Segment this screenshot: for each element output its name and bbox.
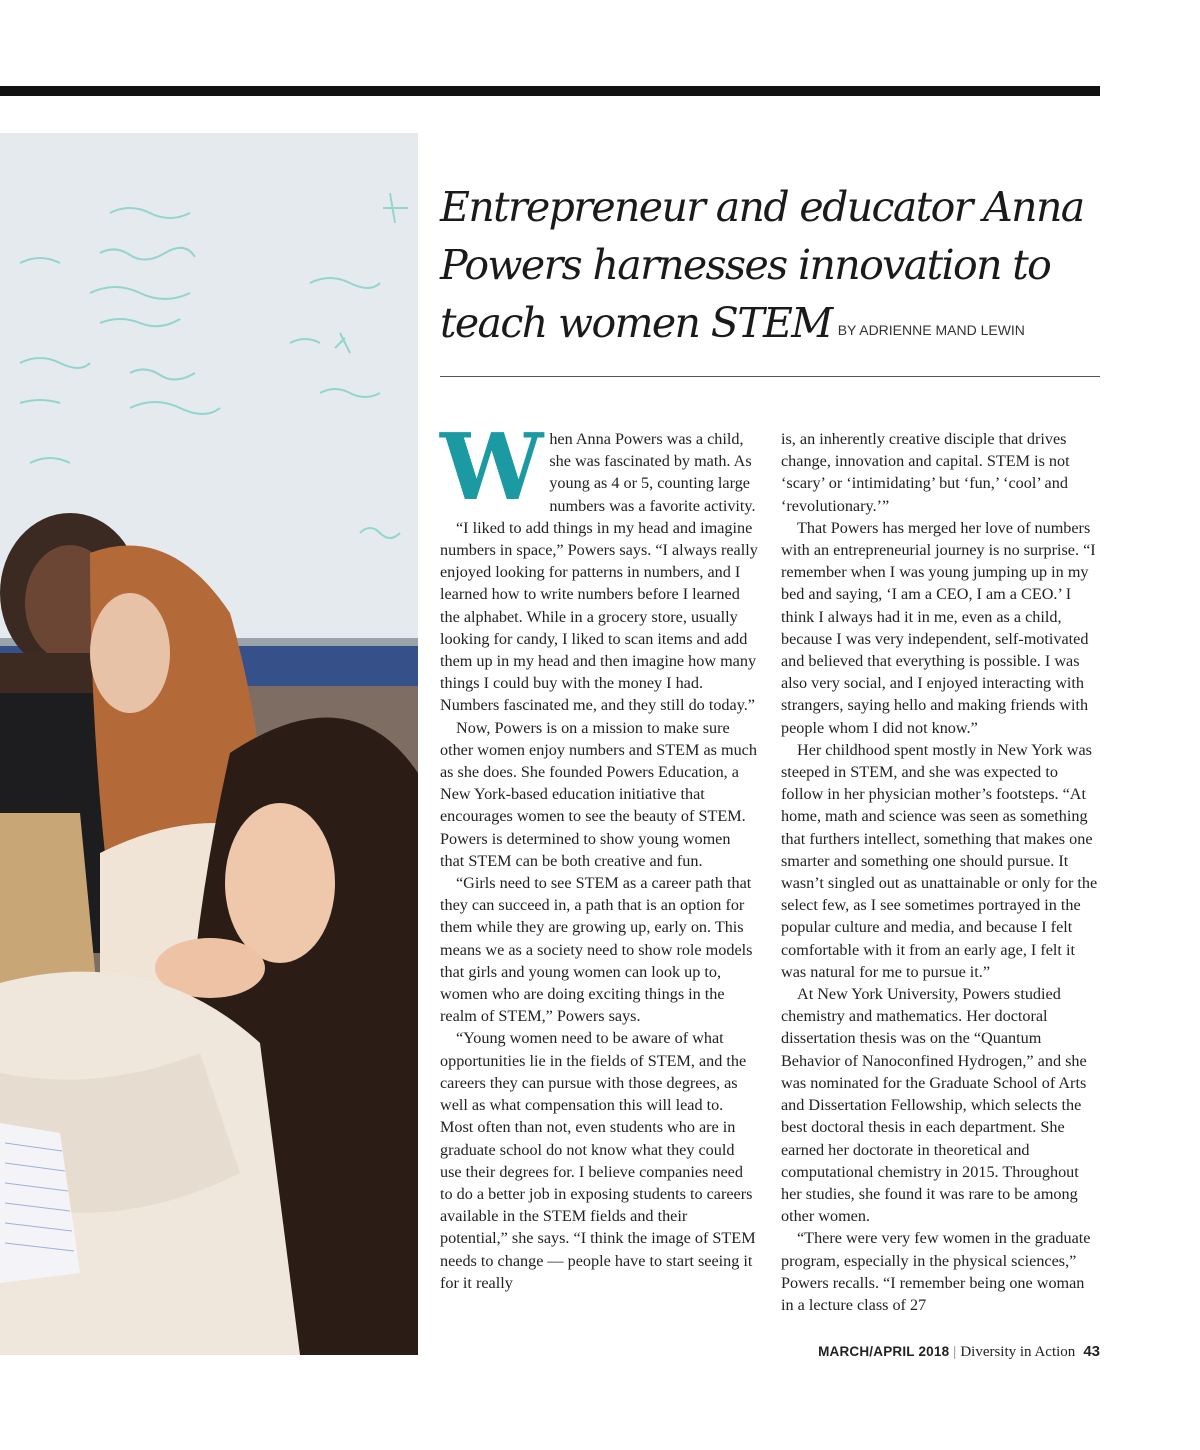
paragraph: “Girls need to see STEM as a career path that they can succeed in, a path that is an option for them while they are growing up, early on. This means we as a society need to show role models that girls and young women can look up to, women who are doing exciting things in the realm of STEM,” Powers says. xyxy=(440,874,753,1026)
headline-rule xyxy=(440,376,1100,377)
paragraph: “Young women need to be aware of what opportunities lie in the fields of STEM, and the careers they can pursue with those degrees, as well as what compensation this will lead to. Most often than not, even students who are in graduate school do not know what they could use their degrees for. I believe companies need to do a better job in exposing students to careers available in the STEM fields and their potential,” she says. “I think the image of STEM needs to change — people have to start seeing it for it really xyxy=(440,1029,756,1292)
paragraph-text: hen Anna Powers was a child, she was fascinated by math. As young as 4 or 5, counting large numbers was a favorite activity. xyxy=(549,430,756,515)
magazine-name: Diversity in Action xyxy=(960,1344,1076,1360)
paragraph: At New York University, Powers studied chemistry and mathematics. Her doctoral dissertation thesis was on the “Quantum Behavior of Nanoconfined Hydrogen,” and she was nominated for the Graduate School of Arts and Dissertation Fellowship, which selects the best doctoral thesis in each department. She earned her doctorate in theoretical and computational chemistry in 2015. Throughout her studies, she found it was rare to be among other women. xyxy=(781,985,1087,1226)
paragraph: That Powers has merged her love of numbers with an entrepreneurial journey is no surprise. “I remember when I was young jumping up in my bed and saying, ‘I am a CEO, I am a CEO.’ I think I always had it in me, even as a child, because I was very independent, self-motivated and believed that everything is possible. I was also very social, and I enjoyed interacting with strangers, saying hello and making friends with people whom I did not know.” xyxy=(781,518,1096,737)
page-number: 43 xyxy=(1083,1343,1100,1360)
page-footer xyxy=(818,1343,1100,1361)
paragraph: “There were very few women in the graduate program, especially in the physical sciences,” Powers recalls. “I remember being one woman in a lecture class of 27 xyxy=(781,1229,1091,1314)
paragraph xyxy=(440,413,758,521)
paragraph: Her childhood spent mostly in New York was steeped in STEM, and she was expected to follow in her physician mother’s footsteps. “At home, math and science was seen as something that furthers intellect, something that makes one smarter and something one should pursue. It wasn’t singled out as unattainable or only for the select few, as I see sometimes portrayed in the popular culture and media, and because I felt comfortable with it from an early age, I felt it was natural for me to pursue it.” xyxy=(781,740,1098,981)
footer-separator: | xyxy=(953,1344,957,1360)
top-rule xyxy=(0,86,1100,96)
paragraph: Now, Powers is on a mission to make sure other women enjoy numbers and STEM as much as she does. She founded Powers Education, a New York-based education initiative that encourages women to see the beauty of STEM. Powers is determined to show young women that STEM can be both creative and fun. xyxy=(440,718,757,870)
body-column-1 xyxy=(440,413,758,1294)
drop-cap: W xyxy=(440,413,544,521)
article-photo xyxy=(0,133,418,1355)
article-headline xyxy=(440,178,1090,359)
issue-date: MARCH/APRIL 2018 xyxy=(818,1344,950,1359)
paragraph: is, an inherently creative disciple that drives change, innovation and capital. STEM is not ‘scary’ or ‘intimidating’ but ‘fun,’ ‘cool’ and ‘revolutionary.’” xyxy=(781,430,1070,515)
paragraph: “I liked to add things in my head and imagine numbers in space,” Powers says. “I always really enjoyed looking for patterns in numbers, and I learned how to write numbers before I learned the alphabet. While in a grocery store, usually looking for candy, I liked to scan items and add them up in my head and then imagine how many things I could buy with the money I had. Numbers fascinated me, and they still do today.” xyxy=(440,518,758,715)
byline: BY ADRIENNE MAND LEWIN xyxy=(837,322,1025,338)
body-column-2 xyxy=(781,428,1099,1316)
headline-text: Entrepreneur and educator Anna Powers harnesses innovation to teach women STEM xyxy=(440,183,1084,347)
